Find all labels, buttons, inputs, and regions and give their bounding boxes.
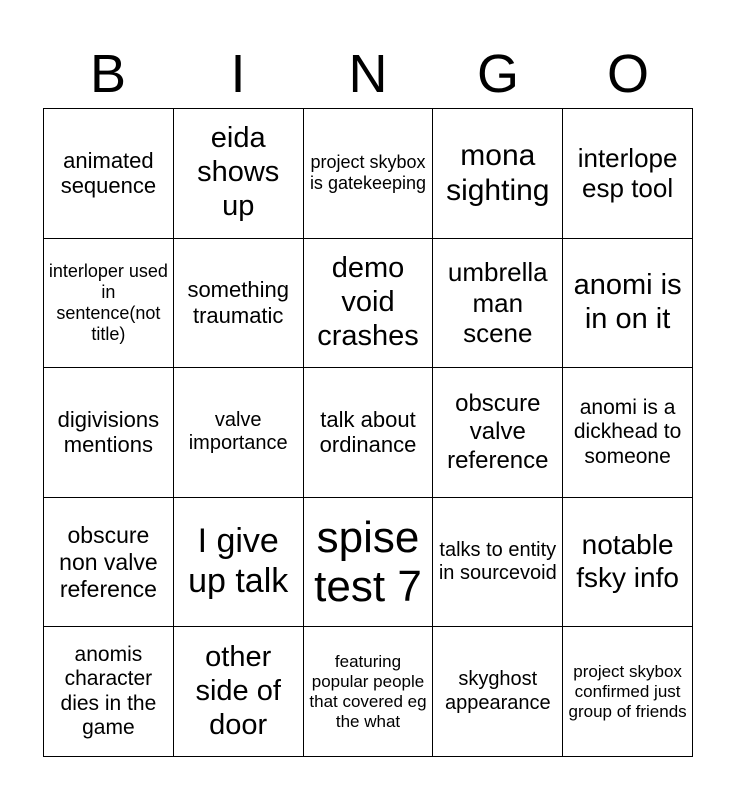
bingo-cell[interactable] xyxy=(304,498,434,628)
bingo-cell[interactable] xyxy=(304,239,434,369)
cell-text: project skybox confirmed just group of friends xyxy=(568,661,687,721)
bingo-cell[interactable] xyxy=(44,627,174,757)
bingo-cell[interactable] xyxy=(304,627,434,757)
bingo-cell[interactable] xyxy=(174,368,304,498)
cell-text: demo void crashes xyxy=(317,252,419,352)
bingo-cell[interactable] xyxy=(563,109,693,239)
cell-text: other side of door xyxy=(195,640,281,741)
cell-text: anomi is in on it xyxy=(573,268,682,335)
cell-text: skyghost appearance xyxy=(444,668,551,714)
cell-text: featuring popular people that covered eg the what xyxy=(309,651,427,731)
cell-text: talk about ordinance xyxy=(319,406,417,458)
cell-text: animated sequence xyxy=(60,147,157,199)
bingo-cell[interactable] xyxy=(44,368,174,498)
cell-text: I give up talk xyxy=(188,522,289,601)
cell-text: anomis character dies in the game xyxy=(60,642,157,740)
bingo-cell[interactable] xyxy=(44,109,174,239)
cell-text: eida shows up xyxy=(197,122,280,223)
bingo-cell[interactable] xyxy=(563,627,693,757)
bingo-cell[interactable] xyxy=(304,109,434,239)
bingo-cell[interactable] xyxy=(44,498,174,628)
bingo-board xyxy=(43,108,693,757)
bingo-cell[interactable] xyxy=(174,109,304,239)
cell-text: anomi is a dickhead to someone xyxy=(573,395,682,468)
cell-text: obscure valve reference xyxy=(447,390,549,474)
bingo-cell[interactable] xyxy=(174,239,304,369)
cell-text: something traumatic xyxy=(187,277,289,328)
bingo-cell[interactable] xyxy=(304,368,434,498)
header-letter-i: I xyxy=(230,44,246,104)
bingo-cell[interactable] xyxy=(433,627,563,757)
cell-text: valve importance xyxy=(188,409,288,455)
header-letter-b: B xyxy=(89,44,127,104)
cell-text: spise test 7 xyxy=(314,512,422,612)
cell-text: notable fsky info xyxy=(576,529,679,594)
bingo-cell[interactable] xyxy=(174,498,304,628)
bingo-cell[interactable] xyxy=(44,239,174,369)
header-letter-n: N xyxy=(348,44,388,104)
bingo-cell[interactable] xyxy=(433,239,563,369)
header-letter-o: O xyxy=(606,44,649,104)
header-letter-g: G xyxy=(476,44,519,104)
bingo-cell[interactable] xyxy=(563,239,693,369)
bingo-cell[interactable] xyxy=(563,498,693,628)
bingo-header xyxy=(43,40,693,108)
bingo-cell[interactable] xyxy=(433,368,563,498)
cell-text: talks to entity in sourcevoid xyxy=(438,538,557,585)
cell-text: mona sighting xyxy=(446,139,550,208)
bingo-cell[interactable] xyxy=(563,368,693,498)
cell-text: interloper used in sentence(not title) xyxy=(48,260,168,344)
cell-text: digivisions mentions xyxy=(57,406,160,458)
cell-text: obscure non valve reference xyxy=(59,521,158,602)
bingo-cell[interactable] xyxy=(433,109,563,239)
bingo-cell[interactable] xyxy=(174,627,304,757)
cell-text: project skybox is gatekeeping xyxy=(309,152,427,194)
cell-text: umbrella man scene xyxy=(447,257,548,349)
bingo-cell[interactable] xyxy=(433,498,563,628)
cell-text: interlope esp tool xyxy=(577,142,678,204)
